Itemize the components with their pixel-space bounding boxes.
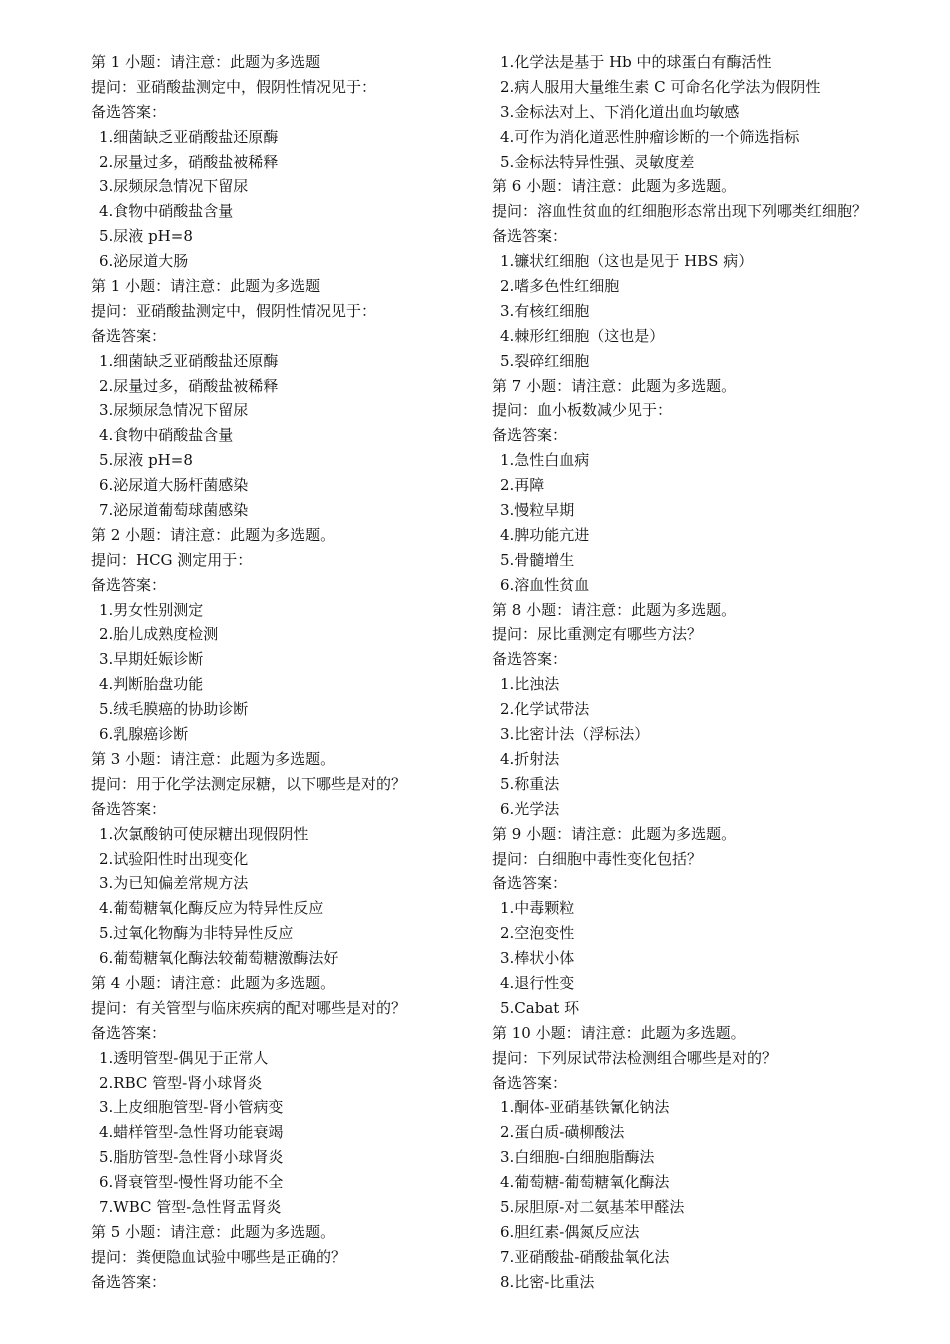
answer-option: 4.食物中硝酸盐含量 <box>99 202 234 221</box>
answer-option: 6.胆红素-偶氮反应法 <box>500 1222 640 1241</box>
answer-option: 6.泌尿道大肠 <box>99 252 189 271</box>
question-prompt: 提问：亚硝酸盐测定中，假阴性情况见于： <box>91 301 377 320</box>
answer-option: 2.试验阳性时出现变化 <box>99 849 249 868</box>
question-header: 第 1 小题：请注意：此题为多选题 <box>91 277 321 296</box>
answer-option: 4.葡萄糖-葡萄糖氧化酶法 <box>500 1173 670 1192</box>
answer-option: 2.尿量过多，硝酸盐被稀释 <box>99 376 279 395</box>
answer-option: 5.脂肪管型-急性肾小球肾炎 <box>99 1148 284 1167</box>
answer-options-label: 备选答案： <box>492 426 568 445</box>
answer-options-label: 备选答案： <box>492 227 568 246</box>
answer-option: 1.急性白血病 <box>500 451 590 470</box>
answer-option: 4.食物中硝酸盐含量 <box>99 426 234 445</box>
answer-options-label: 备选答案： <box>91 799 167 818</box>
answer-option: 6.泌尿道大肠杆菌感染 <box>99 476 249 495</box>
answer-options-label: 备选答案： <box>91 102 167 121</box>
answer-option: 6.肾衰管型-慢性肾功能不全 <box>99 1173 284 1192</box>
answer-option: 2.嗜多色性红细胞 <box>500 277 620 296</box>
left-column <box>91 50 521 1295</box>
answer-option: 3.白细胞-白细胞脂酶法 <box>500 1148 655 1167</box>
answer-option: 3.为已知偏差常规方法 <box>99 874 249 893</box>
answer-option: 5.尿胆原-对二氨基苯甲醛法 <box>500 1197 685 1216</box>
answer-option: 5.Cabat 环 <box>500 998 580 1017</box>
question-prompt: 提问：血小板数减少见于： <box>492 401 673 420</box>
question-header: 第 8 小题：请注意：此题为多选题。 <box>492 600 737 619</box>
answer-option: 6.乳腺癌诊断 <box>99 725 189 744</box>
answer-option: 4.葡萄糖氧化酶反应为特异性反应 <box>99 899 324 918</box>
answer-option: 4.退行性变 <box>500 973 575 992</box>
answer-option: 6.溶血性贫血 <box>500 575 590 594</box>
answer-option: 4.脾功能亢进 <box>500 525 590 544</box>
question-header: 第 1 小题：请注意：此题为多选题 <box>91 53 321 71</box>
answer-option: 5.称重法 <box>500 774 560 793</box>
question-header: 第 9 小题：请注意：此题为多选题。 <box>492 824 737 843</box>
answer-option: 3.金标法对上、下消化道出血均敏感 <box>500 102 740 121</box>
answer-option: 8.比密-比重法 <box>500 1272 595 1291</box>
answer-option: 6.葡萄糖氧化酶法较葡萄糖激酶法好 <box>99 949 339 968</box>
answer-option: 1.男女性别测定 <box>99 600 204 619</box>
answer-options-label: 备选答案： <box>91 326 167 345</box>
question-prompt: 提问：HCG 测定用于： <box>91 550 253 569</box>
answer-option: 2.化学试带法 <box>500 700 590 719</box>
question-prompt: 提问：亚硝酸盐测定中，假阴性情况见于： <box>91 77 377 96</box>
question-header: 第 4 小题：请注意：此题为多选题。 <box>91 973 336 992</box>
answer-option: 7.WBC 管型-急性肾盂肾炎 <box>99 1197 282 1216</box>
answer-option: 4.棘形红细胞（这也是） <box>500 326 665 345</box>
question-header: 第 2 小题：请注意：此题为多选题。 <box>91 525 336 544</box>
answer-option: 3.比密计法（浮标法） <box>500 725 650 744</box>
answer-option: 5.金标法特异性强、灵敏度差 <box>500 152 695 171</box>
answer-option: 3.棒状小体 <box>500 949 575 968</box>
answer-option: 1.比浊法 <box>500 675 560 694</box>
answer-option: 2.尿量过多，硝酸盐被稀释 <box>99 152 279 171</box>
answer-option: 4.折射法 <box>500 749 560 768</box>
answer-option: 1.细菌缺乏亚硝酸盐还原酶 <box>99 351 279 370</box>
answer-option: 5.裂碎红细胞 <box>500 351 590 370</box>
answer-options-label: 备选答案： <box>91 575 167 594</box>
answer-option: 1.细菌缺乏亚硝酸盐还原酶 <box>99 127 279 146</box>
answer-option: 1.次氯酸钠可使尿糖出现假阴性 <box>99 824 309 843</box>
answer-option: 4.判断胎盘功能 <box>99 675 204 694</box>
answer-options-label: 备选答案： <box>492 1073 568 1092</box>
answer-options-label: 备选答案： <box>91 1023 167 1042</box>
answer-option: 2.蛋白质-磺柳酸法 <box>500 1123 625 1142</box>
answer-option: 5.过氧化物酶为非特异性反应 <box>99 924 294 943</box>
answer-option: 2.RBC 管型-肾小球肾炎 <box>99 1073 263 1092</box>
question-header: 第 10 小题：请注意：此题为多选题。 <box>492 1023 746 1042</box>
answer-options-label: 备选答案： <box>91 1272 167 1291</box>
answer-option: 3.有核红细胞 <box>500 301 590 320</box>
question-prompt: 提问：白细胞中毒性变化包括？ <box>492 849 703 868</box>
answer-option: 6.光学法 <box>500 799 560 818</box>
question-prompt: 提问：下列尿试带法检测组合哪些是对的？ <box>492 1048 778 1067</box>
question-prompt: 提问：粪便隐血试验中哪些是正确的？ <box>91 1247 347 1266</box>
question-prompt: 提问：有关管型与临床疾病的配对哪些是对的？ <box>91 998 407 1017</box>
question-prompt: 提问：用于化学法测定尿糖，以下哪些是对的？ <box>91 774 407 793</box>
question-prompt: 提问：溶血性贫血的红细胞形态常出现下列哪类红细胞？ <box>492 202 868 221</box>
answer-option: 2.再障 <box>500 476 545 495</box>
right-column <box>492 50 922 1295</box>
answer-option: 2.空泡变性 <box>500 924 575 943</box>
answer-option: 1.中毒颗粒 <box>500 899 575 918</box>
answer-option: 1.镰状红细胞（这也是见于 HBS 病） <box>500 252 754 271</box>
question-header: 第 3 小题：请注意：此题为多选题。 <box>91 749 336 768</box>
answer-option: 1.化学法是基于 Hb 中的球蛋白有酶活性 <box>500 53 772 71</box>
answer-option: 5.骨髓增生 <box>500 550 575 569</box>
question-header: 第 5 小题：请注意：此题为多选题。 <box>91 1222 336 1241</box>
answer-option: 3.慢粒早期 <box>500 501 575 520</box>
answer-option: 3.尿频尿急情况下留尿 <box>99 177 249 196</box>
question-header: 第 6 小题：请注意：此题为多选题。 <box>492 177 737 196</box>
answer-options-label: 备选答案： <box>492 650 568 669</box>
question-header: 第 7 小题：请注意：此题为多选题。 <box>492 376 737 395</box>
answer-option: 7.亚硝酸盐-硝酸盐氧化法 <box>500 1247 670 1266</box>
answer-option: 5.绒毛膜癌的协助诊断 <box>99 700 249 719</box>
answer-option: 2.病人服用大量维生素 C 可命名化学法为假阴性 <box>500 77 821 96</box>
answer-option: 4.可作为消化道恶性肿瘤诊断的一个筛选指标 <box>500 127 800 146</box>
answer-option: 3.尿频尿急情况下留尿 <box>99 401 249 420</box>
question-prompt: 提问：尿比重测定有哪些方法？ <box>492 625 703 644</box>
answer-option: 2.胎儿成熟度检测 <box>99 625 219 644</box>
answer-option: 3.早期妊娠诊断 <box>99 650 204 669</box>
answer-option: 5.尿液 pH=8 <box>99 451 193 470</box>
answer-option: 5.尿液 pH=8 <box>99 227 193 246</box>
answer-option: 4.蜡样管型-急性肾功能衰竭 <box>99 1123 284 1142</box>
answer-option: 1.透明管型-偶见于正常人 <box>99 1048 269 1067</box>
answer-option: 1.酮体-亚硝基铁氰化钠法 <box>500 1098 670 1117</box>
answer-options-label: 备选答案： <box>492 874 568 893</box>
answer-option: 3.上皮细胞管型-肾小管病变 <box>99 1098 284 1117</box>
answer-option: 7.泌尿道葡萄球菌感染 <box>99 501 249 520</box>
